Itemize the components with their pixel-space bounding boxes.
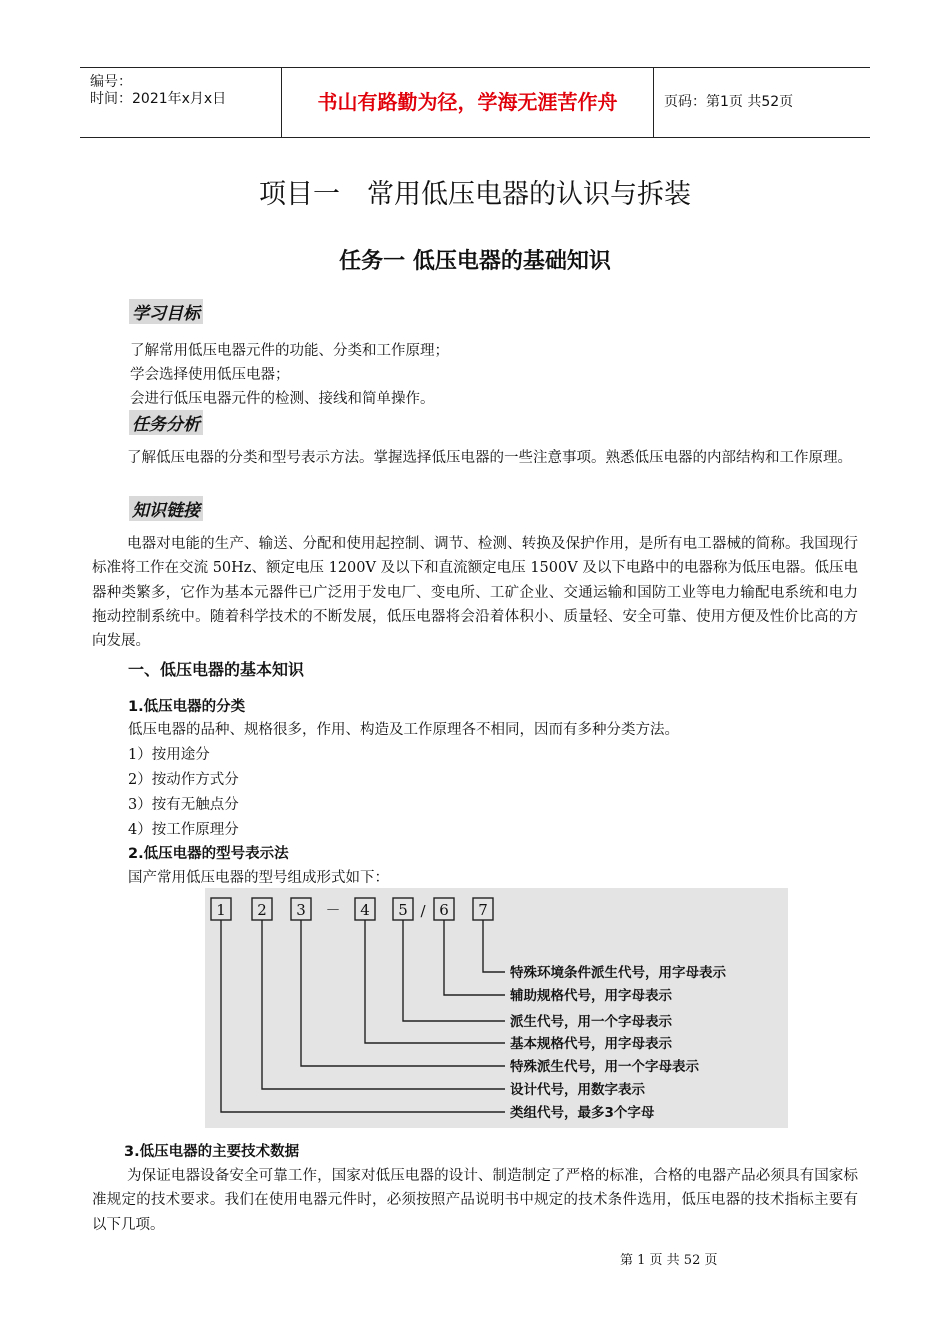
objectives-heading: 学习目标 xyxy=(129,299,203,324)
code-box-number: 6 xyxy=(439,901,449,919)
sub2-heading: 2.低压电器的型号表示法 xyxy=(128,846,289,862)
code-box-number: 7 xyxy=(478,901,488,919)
classification-item: 3）按有无触点分 xyxy=(128,797,239,813)
page-subtitle: 任务一 低压电器的基础知识 xyxy=(339,249,611,274)
code-slash: / xyxy=(420,902,426,920)
code-label: 基本规格代号，用字母表示 xyxy=(510,1036,672,1052)
objective-item: 会进行低压电器元件的检测、接线和简单操作。 xyxy=(130,391,435,407)
classification-item: 1）按用途分 xyxy=(128,747,210,763)
header-divider xyxy=(653,68,654,137)
code-box-number: 4 xyxy=(360,901,370,919)
page-title: 项目一 常用低压电器的认识与拆装 xyxy=(259,179,691,210)
sub2-intro: 国产常用低压电器的型号组成形式如下： xyxy=(128,870,389,886)
code-label: 特殊环境条件派生代号，用字母表示 xyxy=(510,965,726,981)
header-page-info: 页码：第1页 共52页 xyxy=(664,94,794,110)
code-dash: － xyxy=(325,901,341,919)
number-label: 编号： xyxy=(90,74,132,90)
knowledge-heading: 知识链接 xyxy=(129,496,203,521)
objective-item: 了解常用低压电器元件的功能、分类和工作原理； xyxy=(130,343,449,359)
classification-item: 4）按工作原理分 xyxy=(128,822,239,838)
analysis-paragraph: 了解低压电器的分类和型号表示方法。掌握选择低压电器的一些注意事项。熟悉低压电器的内部结构和工作原理。 xyxy=(127,450,852,466)
page-header xyxy=(80,67,870,138)
header-motto: 书山有路勤为径，学海无涯苦作舟 xyxy=(317,90,618,114)
classification-item: 2）按动作方式分 xyxy=(128,772,239,788)
time-label: 时间：2021年x月x日 xyxy=(90,91,227,107)
diagram-background xyxy=(205,888,788,1128)
code-box-number: 3 xyxy=(296,901,306,919)
analysis-heading: 任务分析 xyxy=(129,410,203,435)
code-label: 类组代号，最多3个字母 xyxy=(510,1105,655,1121)
header-meta xyxy=(80,68,281,137)
code-label: 设计代号，用数字表示 xyxy=(510,1082,645,1098)
knowledge-paragraph: 电器对电能的生产、输送、分配和使用起控制、调节、检测、转换及保护作用，是所有电工器械的简称。我国现行标准将工作在交流 50Hz、额定电压 1200V 及以下和直流额定电压 1500V 及以下电路中的电器称为低压电器。低压电器种类繁多，它作为基本元器件已广泛用于发电厂、变电所、工矿企业、交通运输和国防工业等电力输配电系统和电力拖动控制系统中。随着科学技术的不断发展，低压电器将会沿着体积小、质量轻、安全可靠、使用方便及性价比高的方向发展。 xyxy=(92,536,858,650)
code-box-number: 5 xyxy=(398,901,408,919)
code-box-number: 1 xyxy=(216,901,226,919)
sub1-heading: 1.低压电器的分类 xyxy=(128,699,246,715)
part1-heading: 一、低压电器的基本知识 xyxy=(128,660,305,679)
sub3-heading: 3.低压电器的主要技术数据 xyxy=(124,1144,300,1160)
code-label: 辅助规格代号，用字母表示 xyxy=(510,988,672,1004)
page-footer: 第 1 页 共 52 页 xyxy=(620,1253,718,1268)
objective-item: 学会选择使用低压电器； xyxy=(130,367,290,383)
sub3-paragraph: 为保证电器设备安全可靠工作，国家对低压电器的设计、制造制定了严格的标准，合格的电器产品必须具有国家标准规定的技术要求。我们在使用电器元件时，必须按照产品说明书中规定的技术条件选用，低压电器的技术指标主要有以下几项。 xyxy=(92,1168,858,1233)
code-label: 特殊派生代号，用一个字母表示 xyxy=(510,1059,699,1075)
sub1-intro: 低压电器的品种、规格很多，作用、构造及工作原理各不相同，因而有多种分类方法。 xyxy=(128,722,679,738)
model-designation-diagram xyxy=(205,888,788,1128)
code-box-number: 2 xyxy=(257,901,267,919)
code-label: 派生代号，用一个字母表示 xyxy=(510,1014,672,1030)
